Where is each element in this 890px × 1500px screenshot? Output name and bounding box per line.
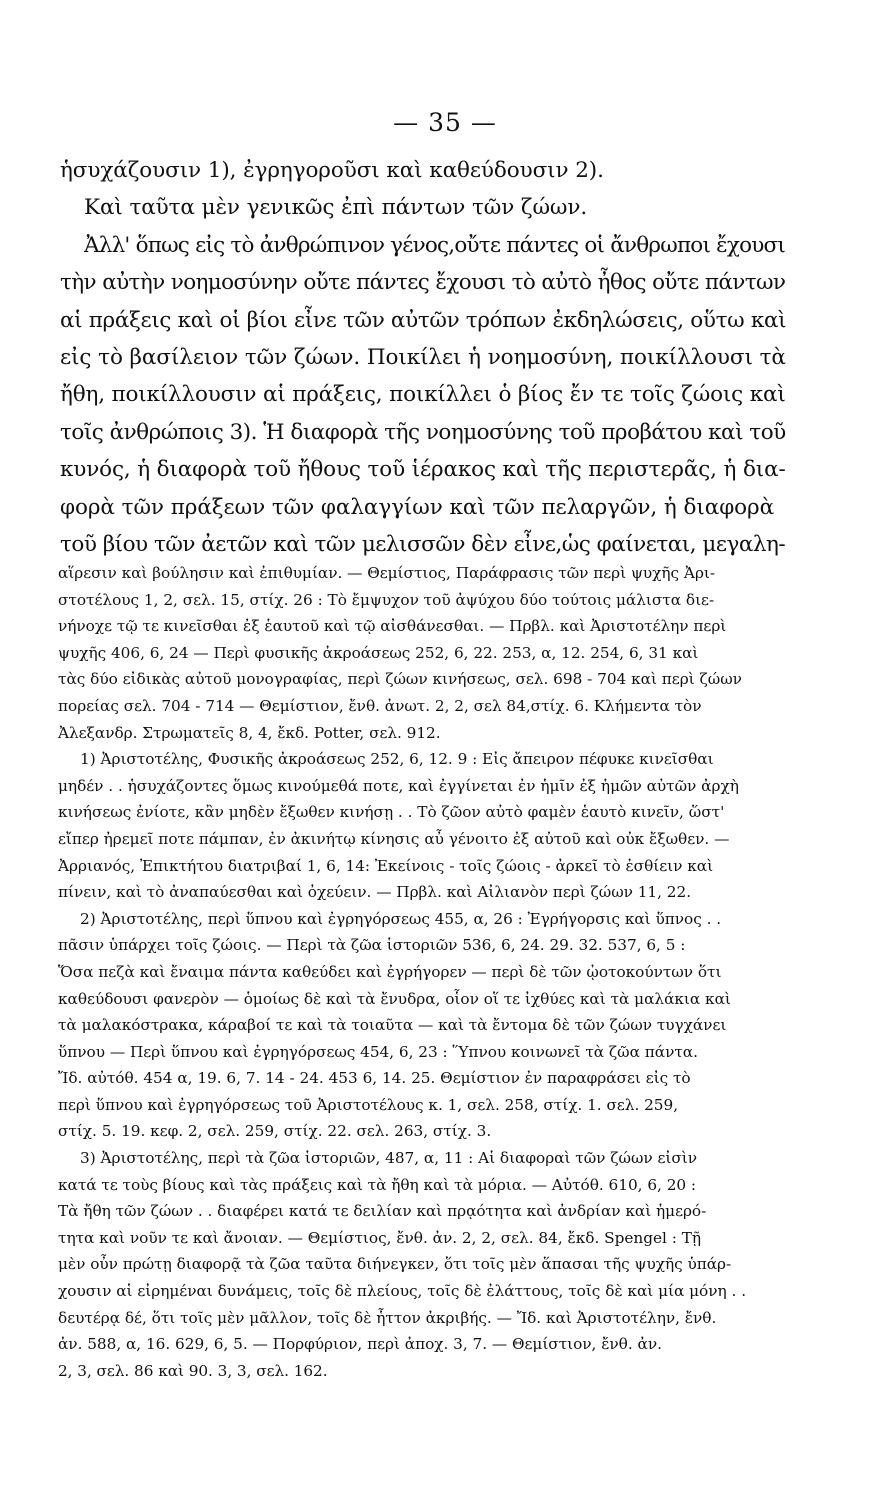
footnote-line: κινήσεως ἐνίοτε, κἂν μηδὲν ἔξωθεν κινήσῃ . . Τὸ ζῶον αὐτὸ φαμὲν ἑαυτὸ κινεῖν, ὥστ'	[58, 803, 725, 822]
footnote-line: μὲν οὖν πρώτῃ διαφορᾷ τὰ ζῶα ταῦτα διήνεγκεν, ὅτι τοῖς μὲν ἅπασαι τῆς ψυχῆς ὑπάρ-	[58, 1255, 732, 1274]
main-text-line: τὴν αὐτὴν νοημοσύνην οὔτε πάντες ἔχουσι τὸ αὐτὸ ἦθος οὔτε πάντων	[60, 270, 786, 296]
footnote-line: Ὅσα πεζὰ καὶ ἔναιμα πάντα καθεύδει καὶ ἐγρήγορεν — περὶ δὲ τῶν ᾠοτοκούντων ὅτι	[58, 962, 722, 981]
footnote-line: ψυχῆς 406, 6, 24 — Περὶ φυσικῆς ἀκροάσεως 252, 6, 22. 253, α, 12. 254, 6, 31 καὶ	[58, 643, 699, 662]
footnote-line: στοτέλους 1, 2, σελ. 15, στίχ. 26 : Τὸ ἔμψυχον τοῦ ἀψύχου δύο τούτοις μάλιστα διε-	[58, 590, 715, 609]
main-text-line: ἡσυχάζουσιν 1), ἐγρηγοροῦσι καὶ καθεύδουσιν 2).	[60, 158, 604, 183]
main-text	[60, 152, 790, 563]
main-text-line: Ἀλλ' ὅπως εἰς τὸ ἀνθρώπινον γένος,οὔτε πάντες οἱ ἄνθρωποι ἔχουσι	[84, 232, 786, 258]
footnote-line: πᾶσιν ὑπάρχει τοῖς ζώοις. — Περὶ τὰ ζῶα ἱστοριῶν 536, 6, 24. 29. 32. 537, 6, 5 :	[58, 936, 686, 955]
footnote-line: Ἴδ. αὐτόθ. 454 α, 19. 6, 7. 14 - 24. 453 6, 14. 25. Θεμίστιον ἐν παραφράσει εἰς τὸ	[58, 1069, 691, 1088]
footnote-line: πίνειν, καὶ τὸ ἀναπαύεσθαι καὶ ὀχεύειν. — Πρβλ. καὶ Αἰλιανὸν περὶ ζώων 11, 22.	[58, 883, 692, 902]
main-text-line: αἱ πράξεις καὶ οἱ βίοι εἶνε τῶν αὐτῶν τρόπων ἐκδηλώσεις, οὕτω καὶ	[60, 307, 787, 333]
footnote-line: πορείας σελ. 704 - 714 — Θεμίστιον, ἔνθ. ἀνωτ. 2, 2, σελ 84,στίχ. 6. Κλήμεντα τὸν	[58, 696, 702, 715]
footnote-line: τὰ μαλακόστρακα, κάραβοί τε καὶ τὰ τοιαῦτα — καὶ τὰ ἔντομα δὲ τῶν ζώων τυγχάνει	[58, 1016, 727, 1035]
footnote-line: αἵρεσιν καὶ βούλησιν καὶ ἐπιθυμίαν. — Θεμίστιος, Παράφρασις τῶν περὶ ψυχῆς Ἀρι-	[58, 564, 716, 582]
footnote-line: Ἀρριανός, Ἐπικτήτου διατριβαί 1, 6, 14: Ἐκείνοις - τοῖς ζώοις - ἀρκεῖ τὸ ἐσθίειν καὶ	[58, 856, 714, 875]
footnote-line: εἴπερ ἠρεμεῖ ποτε πάμπαν, ἐν ἀκινήτῳ κίνησις αὖ γένοιτο ἐξ αὐτοῦ καὶ οὐκ ἔξωθεν. —	[58, 829, 730, 848]
footnote-line: τητα καὶ νοῦν τε καὶ ἄνοιαν. — Θεμίστιος, ἔνθ. ἀν. 2, 2, σελ. 84, ἔκδ. Spengel : Τῇ	[58, 1228, 702, 1247]
footnote-line: χουσιν αἱ εἰρημέναι δυνάμεις, τοῖς δὲ πλείους, τοῖς δὲ ἐλάττους, τοῖς δὲ καὶ μία μόνη . .	[58, 1282, 747, 1301]
footnote-line: 2, 3, σελ. 86 καὶ 90. 3, 3, σελ. 162.	[58, 1361, 328, 1380]
footnote-line: τὰς δύο εἰδικὰς αὐτοῦ μονογραφίας, περὶ ζώων κινήσεως, σελ. 698 - 704 καὶ περὶ ζώων	[58, 670, 742, 689]
footnote-line: κατά τε τοὺς βίους καὶ τὰς πράξεις καὶ τὰ ἤθη καὶ τὰ μόρια. — Αὐτόθ. 610, 6, 20 :	[58, 1175, 697, 1194]
page-number: — 35 —	[393, 108, 497, 137]
footnote-line: 1) Ἀριστοτέλης, Φυσικῆς ἀκροάσεως 252, 6, 12. 9 : Εἰς ἄπειρον πέφυκε κινεῖσθαι	[80, 750, 714, 769]
main-text-line: τοῖς ἀνθρώποις 3). Ἡ διαφορὰ τῆς νοημοσύνης τοῦ προβάτου καὶ τοῦ	[60, 419, 786, 445]
footnotes	[58, 560, 794, 1384]
main-text-line: τοῦ βίου τῶν ἀετῶν καὶ τῶν μελισσῶν δὲν εἶνε,ὡς φαίνεται, μεγαλη-	[60, 531, 786, 557]
footnote-line: ἀν. 588, α, 16. 629, 6, 5. — Πορφύριον, περὶ ἀποχ. 3, 7. — Θεμίστιον, ἔνθ. ἀν.	[58, 1335, 662, 1354]
footnote-line: Ἀλεξανδρ. Στρωματεῖς 8, 4, ἔκδ. Potter, σελ. 912.	[58, 723, 441, 742]
footnote-line: νήνοχε τῷ τε κινεῖσθαι ἐξ ἑαυτοῦ καὶ τῷ αἰσθάνεσθαι. — Πρβλ. καὶ Ἀριστοτέλην περὶ	[58, 617, 727, 636]
main-text-line: εἰς τὸ βασίλειον τῶν ζώων. Ποικίλει ἡ νοημοσύνη, ποικίλλουσι τὰ	[60, 344, 786, 370]
main-text-line: φορὰ τῶν πράξεων τῶν φαλαγγίων καὶ τῶν πελαργῶν, ἡ διαφορὰ	[60, 494, 775, 520]
main-text-line: κυνός, ἡ διαφορὰ τοῦ ἤθους τοῦ ἱέρακος καὶ τῆς περιστερᾶς, ἡ δια-	[60, 457, 786, 483]
footnote-line: καθεύδουσι φανερὸν — ὁμοίως δὲ καὶ τὰ ἔνυδρα, οἷον οἵ τε ἰχθύες καὶ τὰ μαλάκια καὶ	[58, 989, 731, 1008]
footnote-line: δευτέρᾳ δέ, ὅτι τοῖς μὲν μᾶλλον, τοῖς δὲ ἧττον ἀκριβής. — Ἴδ. καὶ Ἀριστοτέλην, ἔνθ.	[58, 1308, 717, 1327]
footnote-line: Τὰ ἤθη τῶν ζώων . . διαφέρει κατά τε δειλίαν καὶ πρᾳότητα καὶ ἀνδρίαν καὶ ἡμερό-	[58, 1202, 707, 1221]
footnote-line: στίχ. 5. 19. κεφ. 2, σελ. 259, στίχ. 22. σελ. 263, στίχ. 3.	[58, 1122, 492, 1141]
main-text-line: Καὶ ταῦτα μὲν γενικῶς ἐπὶ πάντων τῶν ζώων.	[84, 195, 588, 221]
footnote-line: 3) Ἀριστοτέλης, περὶ τὰ ζῶα ἱστοριῶν, 487, α, 11 : Αἱ διαφοραὶ τῶν ζώων εἰσὶν	[80, 1149, 698, 1168]
footnote-line: περὶ ὕπνου καὶ ἐγρηγόρσεως τοῦ Ἀριστοτέλους κ. 1, σελ. 258, στίχ. 1. σελ. 259,	[58, 1095, 679, 1114]
footnote-line: ὕπνου — Περὶ ὕπνου καὶ ἐγρηγόρσεως 454, 6, 23 : Ὕπνου κοινωνεῖ τὰ ζῶα πάντα.	[58, 1042, 698, 1061]
footnote-line: 2) Ἀριστοτέλης, περὶ ὕπνου καὶ ἐγρηγόρσεως 455, α, 26 : Ἐγρήγορσις καὶ ὕπνος . .	[80, 909, 722, 928]
main-text-line: ἤθη, ποικίλλουσιν αἱ πράξεις, ποικίλλει ὁ βίος ἔν τε τοῖς ζώοις καὶ	[60, 382, 786, 408]
footnote-line: μηδέν . . ἡσυχάζοντες ὅμως κινούμεθά ποτε, καὶ ἐγγίνεται ἐν ἡμῖν ἐξ ἡμῶν αὐτῶν ἀρχὴ	[58, 776, 739, 795]
